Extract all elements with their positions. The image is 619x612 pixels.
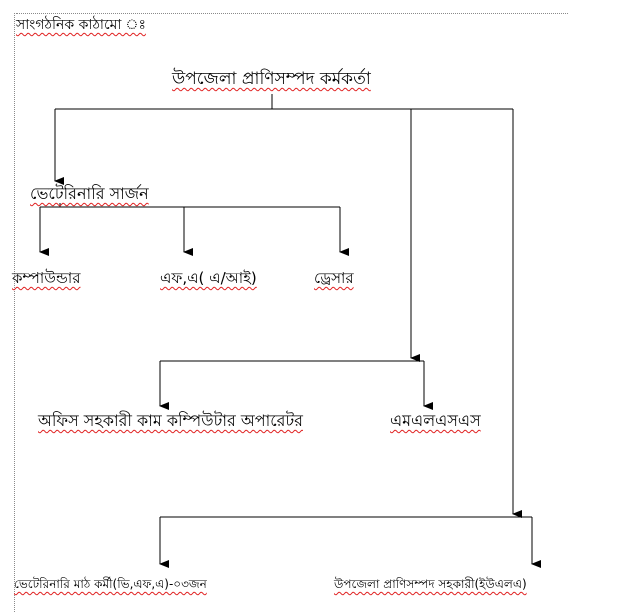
node-upazila-livestock-officer: উপজেলা প্রাণিসম্পদ কর্মকর্তা	[172, 69, 371, 89]
node-compounder: কম্পাউন্ডার	[12, 269, 81, 287]
node-dresser: ড্রেসার	[314, 269, 354, 287]
node-fa-ai: এফ,এ( এ/আই)	[160, 269, 257, 287]
node-upazila-livestock-assistant: উপজেলা প্রাণিসম্পদ সহকারী(ইউএলএ)	[334, 577, 527, 591]
node-veterinary-field-worker: ভেটেরিনারি মাঠ কর্মী(ভি,এফ,এ)-০৩জন	[14, 577, 207, 591]
node-office-assistant-computer-operator: অফিস সহকারী কাম কম্পিউটার অপারেটর	[38, 411, 303, 430]
chart-heading: সাংগঠনিক কাঠামো ঃ	[16, 17, 146, 33]
node-veterinary-surgeon: ভেটেরিনারি সার্জন	[30, 184, 149, 203]
node-mlss: এমএলএসএস	[390, 411, 481, 430]
